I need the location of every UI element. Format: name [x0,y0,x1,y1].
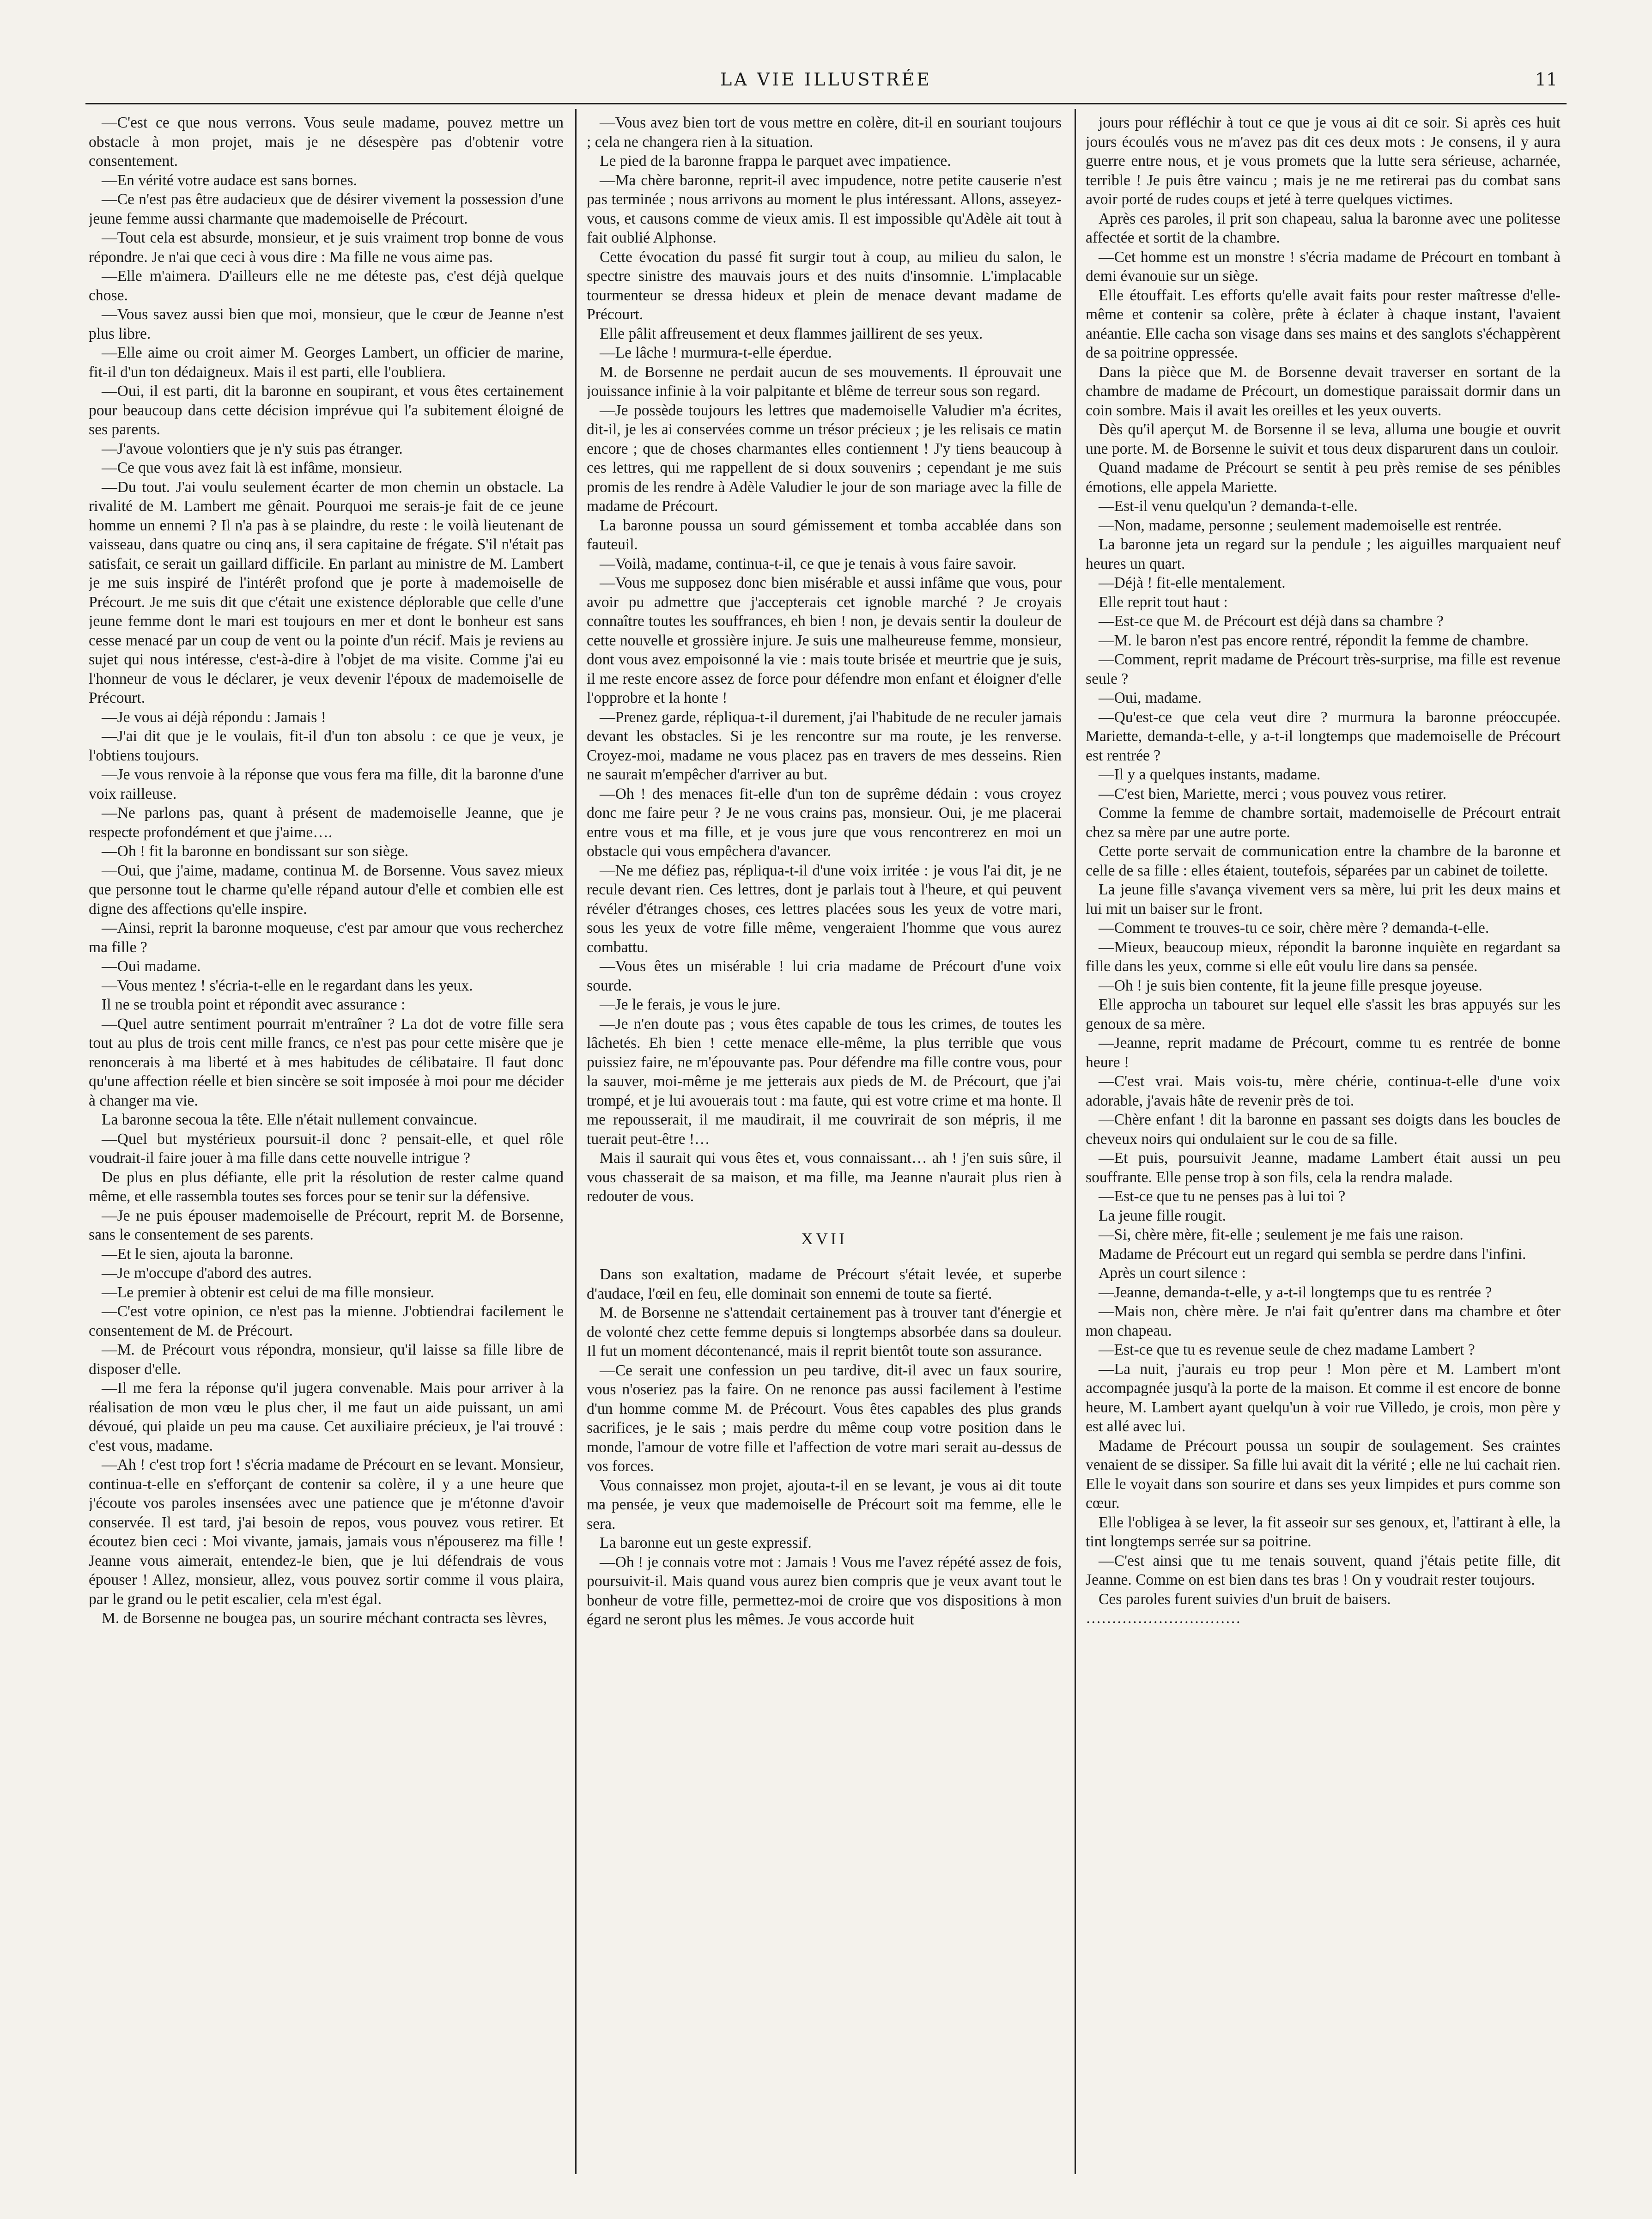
paragraph: —Ainsi, reprit la baronne moqueuse, c'est par amour que vous recherchez ma fille ? [89,919,564,956]
paragraph: Dans la pièce que M. de Borsenne devait traverser en sortant de la chambre de madame de Précourt, un domestique paraissait dormir dans un coin sombre. Mais il avait les oreilles et les yeux ouverts. [1086,363,1561,419]
paragraph: —Chère enfant ! dit la baronne en passant ses doigts dans les boucles de cheveux noirs qui ondulaient sur le cou de sa fille. [1086,1111,1561,1148]
paragraph: —C'est bien, Mariette, merci ; vous pouvez vous retirer. [1099,785,1446,802]
column-2 [587,113,1062,2167]
paragraph: De plus en plus défiante, elle prit la résolution de rester calme quand même, et elle rassembla toutes ses forces pour se tenir sur la défensive. [89,1168,564,1205]
paragraph: —Je n'en doute pas ; vous êtes capable de tous les crimes, de toutes les lâchetés. Eh bien ! cette menace elle-même, la plus terrible que vous puissiez faire, ne m'épouvante pas. Pour défendre ma fille contre vous, pour la sauver, moi-même je me jetterais aux pieds de M. de Précourt, que j'ai trompé, et je lui avouerais tout : ma faute, qui est votre crime et ma honte. Il me repousserait, il me maudirait, il me couvrirait de son mépris, il me tuerait peut-être !… [587,1015,1062,1148]
paragraph: —Quel autre sentiment pourrait m'entraîner ? La dot de votre fille sera tout au plus de trois cent mille francs, ce n'est pas pour cette misère que je renoncerais à ma liberté et à mes habitudes de célibataire. Il faut donc qu'une affection réelle et bien sincère se soit imposée à moi pour me décider à changer ma vie. [89,1015,564,1109]
paragraph: —En vérité votre audace est sans bornes. [102,171,357,189]
paragraph: —Du tout. J'ai voulu seulement écarter de mon chemin un obstacle. La rivalité de M. Lambert me gênait. Pourquoi me serais-je fait de ce jeune homme un ennemi ? Il n'a pas à se plaindre, du reste : le voilà lieutenant de vaisseau, dans quatre ou cinq ans, il sera capitaine de frégate. S'il n'était pas satisfait, ce serait un gaillard difficile. En parlant au ministre de M. Lambert je me suis inspiré de l'intérêt profond que je porte à mademoiselle de Précourt. Je me suis dit que c'était une existence déplorable que celle d'une jeune femme dont le mari est toujours en mer et dont le bonheur est sans cesse menacé par un coup de vent ou la pointe d'un récif. Mais je reviens au sujet qui nous intéresse, c'est-à-dire à l'objet de ma visite. Comme j'ai eu l'honneur de vous le déclarer, je veux devenir l'époux de mademoiselle de Précourt. [89,478,564,706]
paragraph: —Oh ! je connais votre mot : Jamais ! Vous me l'avez répété assez de fois, poursuivit-il. Mais quand vous aurez bien compris que je veux avant tout le bonheur de votre fille, permettez-moi de croire que vos dispositions à mon égard ne seront plus les mêmes. Je vous accorde huit [587,1553,1062,1628]
paragraph: Le pied de la baronne frappa le parquet avec impatience. [600,152,951,170]
paragraph: Madame de Précourt eut un regard qui sembla se perdre dans l'infini. [1099,1245,1526,1263]
paragraph: —Oui, il est parti, dit la baronne en soupirant, et vous êtes certainement pour beaucoup dans cette décision imprévue qui l'a subitement éloigné de ses parents. [89,383,564,438]
paragraph: Elle pâlit affreusement et deux flammes jaillirent de ses yeux. [600,325,983,342]
paragraph: —Oui, madame. [1099,689,1202,706]
paragraph: Ces paroles furent suivies d'un bruit de baisers. [1099,1590,1391,1608]
paragraph: —Ce que vous avez fait là est infâme, monsieur. [102,459,402,476]
paragraph: —J'avoue volontiers que je n'y suis pas étranger. [102,440,403,457]
paragraph: Après ces paroles, il prit son chapeau, salua la baronne avec une politesse affectée et sortit de la chambre. [1086,210,1561,246]
paragraph: Dès qu'il aperçut M. de Borsenne il se leva, alluma une bougie et ouvrit une porte. M. de Borsenne le suivit et tous deux disparurent dans un couloir. [1086,421,1561,457]
paragraph: —M. de Précourt vous répondra, monsieur, qu'il laisse sa fille libre de disposer d'elle. [89,1341,564,1378]
paragraph: —Ne me défiez pas, répliqua-t-il d'une voix irritée : je vous l'ai dit, je ne recule devant rien. Ces lettres, dont je parlais tout à l'heure, et qui peuvent révéler d'étranges choses, ces lettres placées sous les yeux de votre mari, sous les yeux de votre fille même, vengeraient l'homme que vous aurez combattu. [587,862,1062,956]
column-2-text-after [587,1265,1062,1629]
paragraph: —M. le baron n'est pas encore rentré, répondit la femme de chambre. [1099,632,1529,649]
paragraph: —Il y a quelques instants, madame. [1099,766,1321,783]
paragraph: —Oui, que j'aime, madame, continua M. de Borsenne. Vous savez mieux que personne tout le charme qu'elle répand autour d'elle et combien elle est digne des affections qu'elle inspire. [89,862,564,918]
paragraph: —Jeanne, demanda-t-elle, y a-t-il longtemps que tu es rentrée ? [1099,1283,1492,1301]
chapter-heading: XVII [801,1229,847,1248]
paragraph: La baronne jeta un regard sur la pendule ; les aiguilles marquaient neuf heures un quart. [1086,536,1561,572]
paragraph: —Prenez garde, répliqua-t-il durement, j'ai l'habitude de ne reculer jamais devant les obstacles. Si je les rencontre sur ma route, je les renverse. Croyez-moi, madame ne vous placez pas en travers de mes desseins. Rien ne saurait m'empêcher d'arriver au but. [587,708,1062,783]
paragraph: —Cet homme est un monstre ! s'écria madame de Précourt en tombant à demi évanouie sur un siège. [1086,248,1561,285]
paragraph: —C'est vrai. Mais vois-tu, mère chérie, continua-t-elle d'une voix adorable, j'avais hâte de revenir près de toi. [1086,1073,1561,1109]
paragraph: —Il me fera la réponse qu'il jugera convenable. Mais pour arriver à la réalisation de mon vœu le plus cher, il me faut un aide puissant, un ami dévoué, qui plaide un peu ma cause. Cet auxiliaire précieux, je l'ai trouvé : c'est vous, madame. [89,1380,564,1454]
paragraph: —C'est ainsi que tu me tenais souvent, quand j'étais petite fille, dit Jeanne. Comme on est bien dans tes bras ! On y voudrait rester toujours. [1086,1552,1561,1588]
paragraph: —Oh ! fit la baronne en bondissant sur son siège. [102,843,408,860]
paragraph: La baronne eut un geste expressif. [600,1534,812,1551]
paragraph: —Ah ! c'est trop fort ! s'écria madame de Précourt en se levant. Monsieur, continua-t-elle en s'efforçant de contenir sa colère, il y a une heure que j'écoute vos paroles insensées avec une patience que je m'étonne d'avoir conservée. Il est tard, j'ai besoin de repos, vous pouvez vous retirer. Et écoutez bien ceci : Moi vivante, jamais, jamais vous n'épouserez ma fille ! Jeanne vous aimerait, entendez-le bien, que je lui défendrais de vous épouser ! Allez, monsieur, allez, vous pouvez sortir comme il vous plaira, par le grand ou le petit escalier, cela m'est égal. [89,1456,564,1608]
paragraph: —Ma chère baronne, reprit-il avec impudence, notre petite causerie n'est pas terminée ; nous arrivons au moment le plus intéressant. Allons, asseyez-vous, et causons comme de vieux amis. Il est impossible qu'Adèle ait tout à fait oublié Alphonse. [587,171,1062,246]
paragraph: —Qu'est-ce que cela veut dire ? murmura la baronne préoccupée. Mariette, demanda-t-elle, y a-t-il longtemps que mademoiselle de Précourt est rentrée ? [1086,708,1561,764]
paragraph: —Ce n'est pas être audacieux que de désirer vivement la possession d'une jeune femme aussi charmante que mademoiselle de Précourt. [89,191,564,227]
paragraph: —Est-ce que tu es revenue seule de chez madame Lambert ? [1099,1341,1475,1358]
paragraph: —Et le sien, ajouta la baronne. [102,1245,293,1263]
paragraph: —Mais non, chère mère. Je n'ai fait qu'entrer dans ma chambre et ôter mon chapeau. [1086,1303,1561,1339]
paragraph: Dans son exaltation, madame de Précourt s'était levée, et superbe d'audace, l'œil en feu, elle dominait son ennemi de toute sa fierté. [587,1266,1062,1302]
header-rule [85,103,1567,104]
paragraph: —J'ai dit que je le voulais, fit-il d'un ton absolu : ce que je veux, je l'obtiens toujours. [89,728,564,764]
paragraph: M. de Borsenne ne s'attendait certainement pas à trouver tant d'énergie et de volonté chez cette femme depuis si longtemps absorbée dans sa douleur. Il fut un moment décontenancé, mais il reprit bientôt toute son assurance. [587,1304,1062,1360]
paragraph: —Voilà, madame, continua-t-il, ce que je tenais à vous faire savoir. [600,555,1016,572]
column-3-text [1086,113,1561,1609]
paragraph: Cette porte servait de communication entre la chambre de la baronne et celle de sa fille : elles étaient, toutefois, séparées par un cabinet de toilette. [1086,843,1561,879]
paragraph: —Je m'occupe d'abord des autres. [102,1265,312,1282]
paragraph: Madame de Précourt poussa un soupir de soulagement. Ses craintes venaient de se dissiper. Sa fille lui avait dit la vérité ; elle ne lui cachait rien. Elle le voyait dans son sourire et dans ses yeux limpides et purs comme son cœur. [1086,1437,1561,1512]
paragraph: —Oh ! je suis bien contente, fit la jeune fille presque joyeuse. [1099,977,1482,994]
paragraph: —Vous êtes un misérable ! lui cria madame de Précourt d'une voix sourde. [587,958,1062,994]
paragraph: —Vous avez bien tort de vous mettre en colère, dit-il en souriant toujours ; cela ne changera rien à la situation. [587,114,1062,151]
paragraph: —Je vous ai déjà répondu : Jamais ! [102,708,326,726]
paragraph: Elle approcha un tabouret sur lequel elle s'assit les bras appuyés sur les genoux de sa mère. [1086,996,1561,1033]
paragraph: —Si, chère mère, fit-elle ; seulement je me fais une raison. [1099,1226,1464,1243]
paragraph: —Le lâche ! murmura-t-elle éperdue. [600,344,832,361]
page-number: 11 [1535,69,1557,90]
paragraph: —Le premier à obtenir est celui de ma fille monsieur. [102,1283,434,1301]
paragraph: —Oh ! des menaces fit-elle d'un ton de suprême dédain : vous croyez donc me faire peur ? Je ne vous crains pas, monsieur. Oui, je me placerai entre vous et ma fille, et je vous jure que vous rencontrerez en moi un obstacle qui vous empêchera d'avancer. [587,785,1062,860]
paragraph: jours pour réfléchir à tout ce que je vous ai dit ce soir. Si après ces huit jours écoulés vous ne m'avez pas dit ces deux mots : Je consens, il y aura guerre entre nous, et je vous promets que la lutte sera sérieuse, acharnée, terrible ! Je puis être vaincu ; mais je ne me retirerai pas du combat sans avoir porté de rudes coups et jeté à terre quelques victimes. [1086,114,1561,208]
paragraph: —Elle m'aimera. D'ailleurs elle ne me déteste pas, c'est déjà quelque chose. [89,267,564,304]
paragraph: —Comment te trouves-tu ce soir, chère mère ? demanda-t-elle. [1099,919,1489,936]
closing-dots: ………………………… [1086,1610,1241,1627]
paragraph: —Tout cela est absurde, monsieur, et je suis vraiment trop bonne de vous répondre. Je n'ai que ceci à vous dire : Ma fille ne vous aime pas. [89,229,564,266]
paragraph: La jeune fille s'avança vivement vers sa mère, lui prit les deux mains et lui mit un baiser sur le front. [1086,881,1561,918]
column-2-text-before [587,113,1062,1206]
paragraph: Elle étouffait. Les efforts qu'elle avait faits pour rester maîtresse d'elle-même et contenir sa colère, prête à éclater à chaque instant, l'avaient anéantie. Elle cacha son visage dans ses mains et des sanglots s'échappèrent de sa poitrine oppressée. [1086,286,1561,361]
paragraph: —Est-ce que tu ne penses pas à lui toi ? [1099,1188,1346,1205]
paragraph: —Vous me supposez donc bien misérable et aussi infâme que vous, pour avoir pu admettre que j'accepterais cet ignoble marché ? Je croyais connaître toutes les souffrances, eh bien ! non, je devais sentir la douleur de cette nouvelle et grossière injure. Je suis une malheureuse femme, monsieur, dont vous avez empoisonné la vie : mais toute brisée et meurtrie que je suis, il me reste encore assez de force pour défendre mon enfant et éloigner d'elle l'opprobre et la honte ! [587,574,1062,706]
paragraph: La jeune fille rougit. [1099,1207,1226,1224]
column-1 [89,113,564,2167]
paragraph: Il ne se troubla point et répondit avec assurance : [102,996,406,1013]
paragraph: —Non, madame, personne ; seulement mademoiselle est rentrée. [1099,517,1502,534]
paragraph: —Mieux, beaucoup mieux, répondit la baronne inquiète en regardant sa fille dans les yeux, comme si elle eût voulu lire dans sa pensée. [1086,938,1561,975]
paragraph: —Je le ferais, je vous le jure. [600,996,781,1013]
paragraph: Vous connaissez mon projet, ajouta-t-il en se levant, je vous ai dit toute ma pensée, je veux que mademoiselle de Précourt soit ma femme, elle le sera. [587,1477,1062,1532]
column-divider [1075,109,1076,2174]
paragraph: —Vous mentez ! s'écria-t-elle en le regardant dans les yeux. [102,977,473,994]
paragraph: La baronne secoua la tête. Elle n'était nullement convaincue. [102,1111,478,1128]
publication-title: LA VIE ILLUSTRÉE [720,69,932,90]
paragraph: —Comment, reprit madame de Précourt très-surprise, ma fille est revenue seule ? [1086,651,1561,687]
paragraph: —C'est ce que nous verrons. Vous seule madame, pouvez mettre un obstacle à mon projet, mais je ne désespère pas d'obtenir votre consentement. [89,114,564,170]
paragraph: —La nuit, j'aurais eu trop peur ! Mon père et M. Lambert m'ont accompagnée jusqu'à la porte de la maison. Et comme il est encore de bonne heure, M. Lambert ayant quelqu'un à voir rue Villedo, je crois, mon père y est allé avec lui. [1086,1360,1561,1435]
paragraph: M. de Borsenne ne bougea pas, un sourire méchant contracta ses lèvres, [102,1610,547,1627]
paragraph: Elle reprit tout haut : [1099,593,1228,611]
paragraph: —Vous savez aussi bien que moi, monsieur, que le cœur de Jeanne n'est plus libre. [89,306,564,342]
paragraph: —Je ne puis épouser mademoiselle de Précourt, reprit M. de Borsenne, sans le consentement de ses parents. [89,1207,564,1243]
paragraph: —Je vous renvoie à la réponse que vous fera ma fille, dit la baronne d'une voix railleuse. [89,766,564,802]
paragraph: —C'est votre opinion, ce n'est pas la mienne. J'obtiendrai facilement le consentement de M. de Précourt. [89,1303,564,1339]
paragraph: —Quel but mystérieux poursuit-il donc ? pensait-elle, et quel rôle voudrait-il faire jouer à ma fille dans cette nouvelle intrigue ? [89,1130,564,1167]
paragraph: La baronne poussa un sourd gémissement et tomba accablée dans son fauteuil. [587,517,1062,553]
column-3 [1086,113,1561,2167]
running-head [85,69,1567,102]
paragraph: —Déjà ! fit-elle mentalement. [1099,574,1286,591]
column-divider [575,109,577,2174]
paragraph: Quand madame de Précourt se sentit à peu près remise de ses pénibles émotions, elle appela Mariette. [1086,459,1561,496]
paragraph: Mais il saurait qui vous êtes et, vous connaissant… ah ! j'en suis sûre, il vous chasserait de sa maison, et ma fille, ma Jeanne n'aurait plus rien à redouter de vous. [587,1149,1062,1205]
paragraph: —Elle aime ou croit aimer M. Georges Lambert, un officier de marine, fit-il d'un ton dédaigneux. Mais il est parti, elle l'oubliera. [89,344,564,381]
paragraph: M. de Borsenne ne perdait aucun de ses mouvements. Il éprouvait une jouissance infinie à la voir palpitante et blême de terreur sous son regard. [587,363,1062,400]
paragraph: —Jeanne, reprit madame de Précourt, comme tu es rentrée de bonne heure ! [1086,1034,1561,1071]
paragraph: —Oui madame. [102,958,201,975]
paragraph: —Et puis, poursuivit Jeanne, madame Lambert était aussi un peu souffrante. Elle pense trop à son fils, cela la rendra malade. [1086,1149,1561,1186]
paragraph: —Est-il venu quelqu'un ? demanda-t-elle. [1099,498,1358,515]
paragraph: Comme la femme de chambre sortait, mademoiselle de Précourt entrait chez sa mère par une autre porte. [1086,804,1561,841]
paragraph: —Ne parlons pas, quant à présent de mademoiselle Jeanne, que je respecte profondément et que j'aime…. [89,804,564,841]
paragraph: Cette évocation du passé fit surgir tout à coup, au milieu du salon, le spectre sinistre des mauvais jours et des nuits d'insomnie. L'implacable tourmenteur se dressa hideux et plein de menace devant madame de Précourt. [587,248,1062,323]
paragraph: Après un court silence : [1099,1265,1246,1282]
paragraph: —Est-ce que M. de Précourt est déjà dans sa chambre ? [1099,613,1444,630]
paragraph: Elle l'obligea à se lever, la fit asseoir sur ses genoux, et, l'attirant à elle, la tint longtemps serrée sur sa poitrine. [1086,1514,1561,1550]
paragraph: —Ce serait une confession un peu tardive, dit-il avec un faux sourire, vous n'oseriez pas la faire. On ne renonce pas aussi facilement à l'estime d'un homme comme M. de Précourt. Vous êtes capables des plus grands sacrifices, je le sais ; mais perdre du même coup votre position dans le monde, l'amour de votre fille et l'affection de votre mari serait au-dessus de vos forces. [587,1362,1062,1475]
paragraph: —Je possède toujours les lettres que mademoiselle Valudier m'a écrites, dit-il, je les ai conservées comme un trésor précieux ; je les relisais ce matin encore ; que de choses charmantes elles contiennent ! J'y tiens beaucoup à ces lettres, qui me rappellent de si doux souvenirs ; cependant je me suis promis de les rendre à Adèle Valudier le jour de son mariage avec la fille de madame de Précourt. [587,401,1062,515]
